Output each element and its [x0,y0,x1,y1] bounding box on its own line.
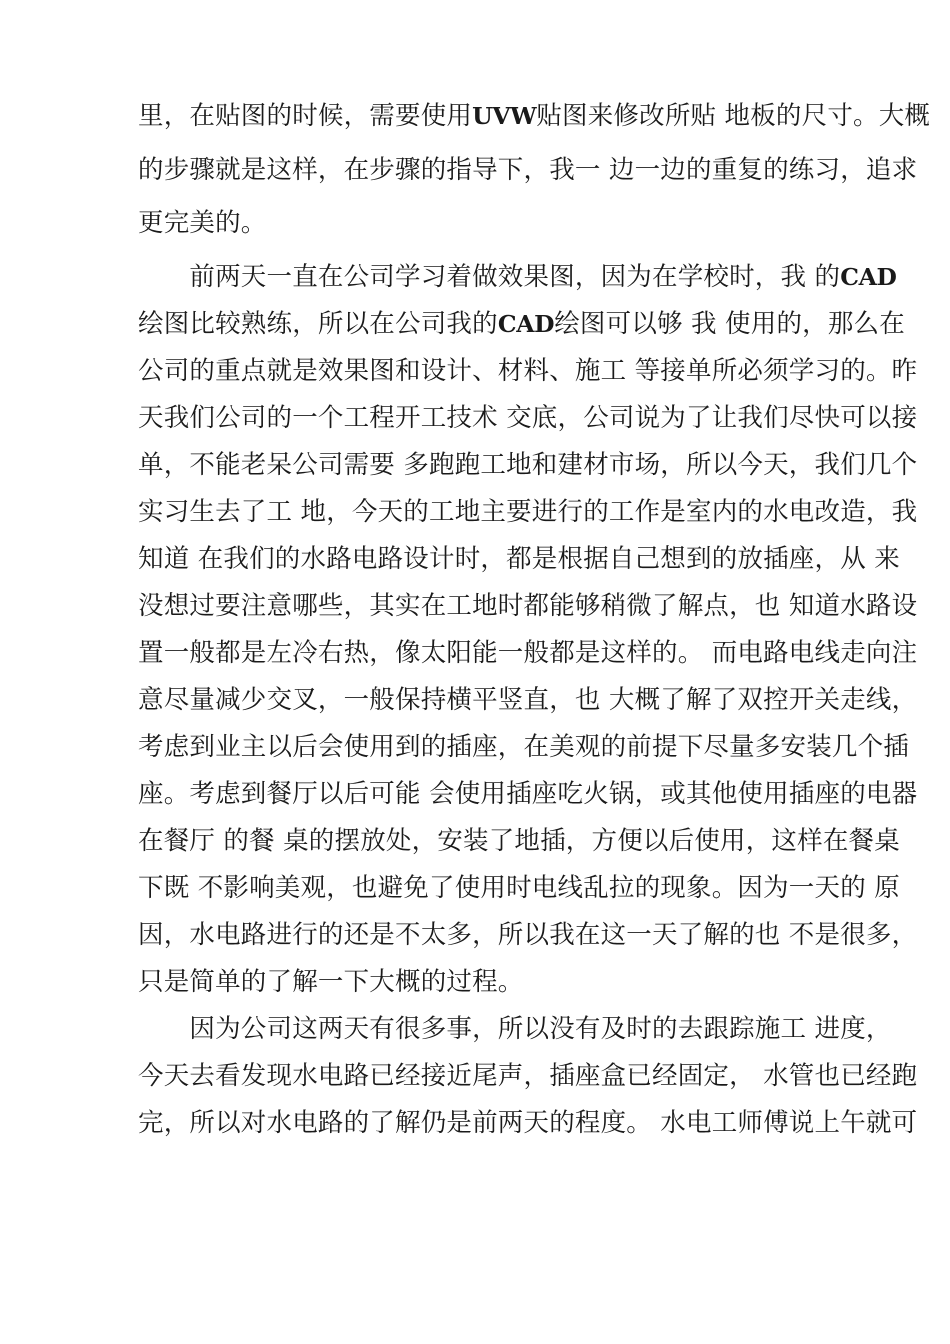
text-line: 座。考虑到餐厅以后可能 会使用插座吃火锅，或其他使用插座的电器 [138,778,918,809]
text-line: 因，水电路进行的还是不太多，所以我在这一天了解的也 不是很多， [138,919,918,950]
text-line: 单，不能老呆公司需要 多跑跑工地和建材市场，所以今天，我们几个 [138,449,918,480]
text-line: 绘图比较熟练，所以在公司我的CAD绘图可以够 我 使用的，那么在 [138,308,905,339]
text-line: 因为公司这两天有很多事，所以没有及时的去跟踪施工 进度， [138,1013,892,1044]
text-line: 只是简单的了解一下大概的过程。 [138,966,524,997]
text-line: 考虑到业主以后会使用到的插座，在美观的前提下尽量多安装几个插 [138,731,910,762]
text-line: 实习生去了工 地，今天的工地主要进行的工作是室内的水电改造，我 [138,496,918,527]
paragraph-2 [138,261,918,997]
text-line: 里，在贴图的时候，需要使用UVW贴图来修改所贴 地板的尺寸。大概 [138,101,931,131]
text-line: 更完美的。 [138,208,267,238]
text-line: 没想过要注意哪些，其实在工地时都能够稍微了解点，也 知道水路设 [138,590,918,621]
text-line: 置一般都是左冷右热，像太阳能一般都是这样的。 而电路电线走向注 [138,637,918,668]
text-line: 下既 不影响美观，也避免了使用时电线乱拉的现象。因为一天的 原 [138,872,900,903]
latin-term: CAD [840,262,897,291]
text-line: 公司的重点就是效果图和设计、材料、施工 等接单所必须学习的。昨 [138,355,918,386]
text-line: 在餐厅 的餐 桌的摆放处，安装了地插，方便以后使用，这样在餐桌 [138,825,900,856]
text-line: 知道 在我们的水路电路设计时，都是根据自己想到的放插座，从 来 [138,543,900,574]
paragraph-3 [138,1013,918,1138]
latin-term: UVW [472,102,537,130]
text-line: 完，所以对水电路的了解仍是前两天的程度。 水电工师傅说上午就可 [138,1107,918,1138]
text-line: 天我们公司的一个工程开工技术 交底，公司说为了让我们尽快可以接 [138,402,918,433]
document-text-body [138,101,931,1158]
paragraph-1 [138,101,931,238]
text-line: 前两天一直在公司学习着做效果图，因为在学校时，我 的CAD [138,261,897,292]
text-line: 意尽量减少交叉，一般保持横平竖直，也 大概了解了双控开关走线， [138,684,918,715]
latin-term: CAD [497,309,555,338]
text-line: 今天去看发现水电路已经接近尾声，插座盒已经固定， 水管也已经跑 [138,1060,918,1091]
text-line: 的步骤就是这样，在步骤的指导下，我一 边一边的重复的练习，追求 [138,154,918,185]
